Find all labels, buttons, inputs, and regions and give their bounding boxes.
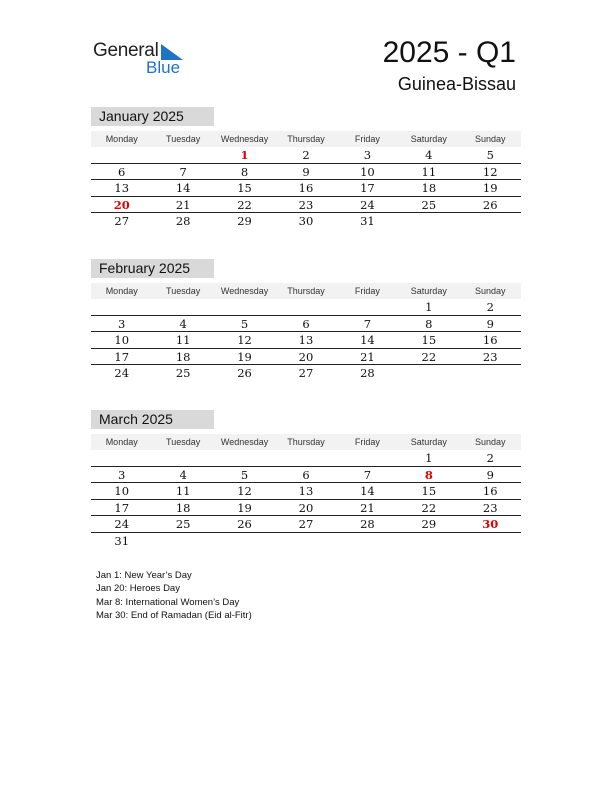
day-cell: 17 <box>114 500 130 515</box>
weekday-label: Saturday <box>410 134 447 144</box>
day-cell: 28 <box>360 366 375 380</box>
day-cell: 28 <box>360 517 375 531</box>
holiday-note: Mar 8: International Women’s Day <box>96 596 240 608</box>
holiday-note: Jan 1: New Year’s Day <box>96 570 192 581</box>
logo-blue-text: Blue <box>146 58 181 77</box>
day-cell: 30 <box>298 214 314 228</box>
day-cell: 21 <box>175 197 191 212</box>
day-cell: 7 <box>363 467 372 482</box>
day-cell: 29 <box>421 517 437 531</box>
day-cell: 4 <box>425 148 433 162</box>
day-cell: 2 <box>302 148 310 162</box>
day-cell: 18 <box>421 181 437 195</box>
week-row <box>91 483 521 500</box>
day-cell: 3 <box>118 316 126 331</box>
day-cell: 23 <box>482 500 498 515</box>
day-cell: 7 <box>179 164 187 179</box>
day-cell: 25 <box>421 197 437 212</box>
day-cell <box>398 213 459 230</box>
day-cell: 21 <box>360 500 375 515</box>
day-cell: 20 <box>298 500 314 515</box>
day-cell: 3 <box>363 148 372 162</box>
weekday-label: Saturday <box>410 286 447 296</box>
day-cell: 7 <box>363 316 372 331</box>
weekday-label: Monday <box>105 134 138 144</box>
day-cell <box>91 450 152 466</box>
day-cell: 12 <box>237 484 252 498</box>
day-cell: 28 <box>175 214 191 228</box>
day-cell: 25 <box>175 517 191 531</box>
logo-general-text: General <box>93 40 159 61</box>
day-cell: 19 <box>482 181 498 195</box>
weekday-label: Thursday <box>287 286 325 296</box>
country-name: Guinea-Bissau <box>397 74 516 94</box>
day-cell: 2 <box>486 451 494 465</box>
week-row <box>91 197 521 214</box>
weekday-label: Thursday <box>287 437 325 447</box>
week-row <box>91 332 521 349</box>
weekday-label: Friday <box>354 134 380 144</box>
day-cell: 29 <box>237 214 252 228</box>
day-cell <box>460 365 521 382</box>
month-name: January 2025 <box>91 107 214 126</box>
day-cell: 21 <box>360 349 375 364</box>
holiday-note: Jan 20: Heroes Day <box>96 583 180 595</box>
weekday-label: Tuesday <box>166 134 201 144</box>
day-cell: 24 <box>114 366 130 380</box>
day-cell: 5 <box>240 467 249 482</box>
day-cell: 6 <box>118 164 126 179</box>
day-cell: 19 <box>237 500 252 515</box>
day-cell: 8 <box>425 316 433 331</box>
weekday-label: Saturday <box>410 437 447 447</box>
day-cell <box>460 533 521 550</box>
day-cell: 6 <box>302 316 310 331</box>
day-cell: 11 <box>421 164 437 179</box>
day-cell: 1 <box>240 148 249 162</box>
weekday-label: Wednesday <box>220 134 269 144</box>
day-cell: 9 <box>486 316 494 331</box>
day-cell: 23 <box>482 349 498 364</box>
weekday-label: Sunday <box>474 437 506 447</box>
day-cell: 20 <box>298 349 314 364</box>
day-cell <box>275 450 336 466</box>
weekday-label: Friday <box>354 437 380 447</box>
day-cell <box>152 299 213 315</box>
day-cell: 26 <box>237 366 252 380</box>
weekday-label: Wednesday <box>220 286 269 296</box>
day-cell <box>337 299 398 315</box>
day-cell: 27 <box>114 214 130 228</box>
day-cell <box>398 365 459 382</box>
day-cell: 3 <box>118 467 126 482</box>
day-cell: 9 <box>302 164 310 179</box>
week-row <box>91 349 521 366</box>
day-cell <box>275 533 336 550</box>
weekday-label: Monday <box>105 437 138 447</box>
logo <box>93 40 203 80</box>
week-row <box>91 213 521 230</box>
day-cell: 27 <box>298 517 314 531</box>
day-cell: 2 <box>486 300 494 314</box>
day-cell: 24 <box>114 517 130 531</box>
day-cell <box>337 533 398 550</box>
day-cell <box>152 533 213 550</box>
day-cell: 27 <box>298 366 314 380</box>
day-cell: 8 <box>240 164 249 179</box>
day-cell: 19 <box>237 349 252 364</box>
week-row <box>91 450 521 467</box>
day-cell: 16 <box>482 333 498 347</box>
day-cell: 15 <box>421 333 437 347</box>
day-cell <box>214 533 275 550</box>
day-cell: 11 <box>175 333 191 347</box>
week-row <box>91 180 521 197</box>
weekday-label: Friday <box>354 286 380 296</box>
day-cell: 17 <box>114 349 130 364</box>
week-row <box>91 164 521 181</box>
month-block <box>91 410 521 549</box>
day-cell: 25 <box>175 366 191 380</box>
day-cell: 9 <box>486 467 494 482</box>
day-cell: 14 <box>175 181 191 195</box>
day-cell: 30 <box>482 517 499 531</box>
day-cell: 11 <box>175 484 191 498</box>
day-cell: 10 <box>114 333 130 347</box>
day-cell <box>398 533 459 550</box>
day-cell: 22 <box>421 500 437 515</box>
page-title: 2025 - Q1 <box>382 36 516 69</box>
day-cell <box>214 450 275 466</box>
week-row <box>91 467 521 484</box>
day-cell: 17 <box>360 181 375 195</box>
weekday-header-row <box>91 131 521 147</box>
holiday-note: Mar 30: End of Ramadan (Eid al-Fitr) <box>96 609 252 621</box>
day-cell: 13 <box>114 181 130 195</box>
weekday-label: Sunday <box>474 134 506 144</box>
weekday-label: Sunday <box>474 286 506 296</box>
month-name: February 2025 <box>91 259 214 278</box>
month-block <box>91 259 521 382</box>
day-cell: 4 <box>179 467 187 482</box>
day-cell: 20 <box>113 197 130 212</box>
day-cell: 22 <box>421 349 437 364</box>
day-cell: 22 <box>237 197 252 212</box>
day-cell <box>152 450 213 466</box>
day-cell: 31 <box>114 533 130 548</box>
weekday-label: Wednesday <box>220 437 269 447</box>
day-cell <box>91 299 152 315</box>
day-cell <box>91 147 152 163</box>
weekday-header-row <box>91 434 521 450</box>
weekday-label: Monday <box>105 286 138 296</box>
day-cell: 18 <box>175 349 191 364</box>
day-cell: 6 <box>302 467 310 482</box>
weekday-header-row <box>91 283 521 299</box>
day-cell <box>337 450 398 466</box>
week-row <box>91 316 521 333</box>
day-cell: 26 <box>237 517 252 531</box>
day-cell <box>275 299 336 315</box>
day-cell: 12 <box>237 333 252 347</box>
day-cell: 10 <box>114 484 130 498</box>
week-row <box>91 500 521 517</box>
day-cell: 18 <box>175 500 191 515</box>
holiday-notes <box>96 569 252 622</box>
week-row <box>91 299 521 316</box>
day-cell: 1 <box>425 451 433 465</box>
day-cell: 12 <box>482 164 498 179</box>
day-cell: 15 <box>237 181 252 195</box>
week-row <box>91 533 521 550</box>
day-cell: 15 <box>421 484 437 498</box>
month-name: March 2025 <box>91 410 214 429</box>
day-cell <box>214 299 275 315</box>
day-cell: 23 <box>298 197 314 212</box>
day-cell <box>152 147 213 163</box>
week-row <box>91 365 521 382</box>
day-cell: 16 <box>482 484 498 498</box>
day-cell: 8 <box>424 467 433 482</box>
day-cell: 24 <box>360 197 375 212</box>
weekday-label: Tuesday <box>166 286 201 296</box>
day-cell: 4 <box>179 316 187 331</box>
day-cell: 14 <box>360 333 375 347</box>
day-cell: 13 <box>298 484 314 498</box>
day-cell: 26 <box>482 197 498 212</box>
day-cell: 1 <box>425 300 433 314</box>
day-cell: 5 <box>240 316 249 331</box>
day-cell: 31 <box>360 214 375 228</box>
day-cell: 10 <box>360 164 375 179</box>
day-cell: 14 <box>360 484 375 498</box>
weekday-label: Tuesday <box>166 437 201 447</box>
day-cell <box>460 213 521 230</box>
weekday-label: Thursday <box>287 134 325 144</box>
day-cell: 13 <box>298 333 314 347</box>
day-cell: 16 <box>298 181 314 195</box>
day-cell: 5 <box>486 148 494 162</box>
week-row <box>91 147 521 164</box>
week-row <box>91 516 521 533</box>
month-block <box>91 107 521 230</box>
